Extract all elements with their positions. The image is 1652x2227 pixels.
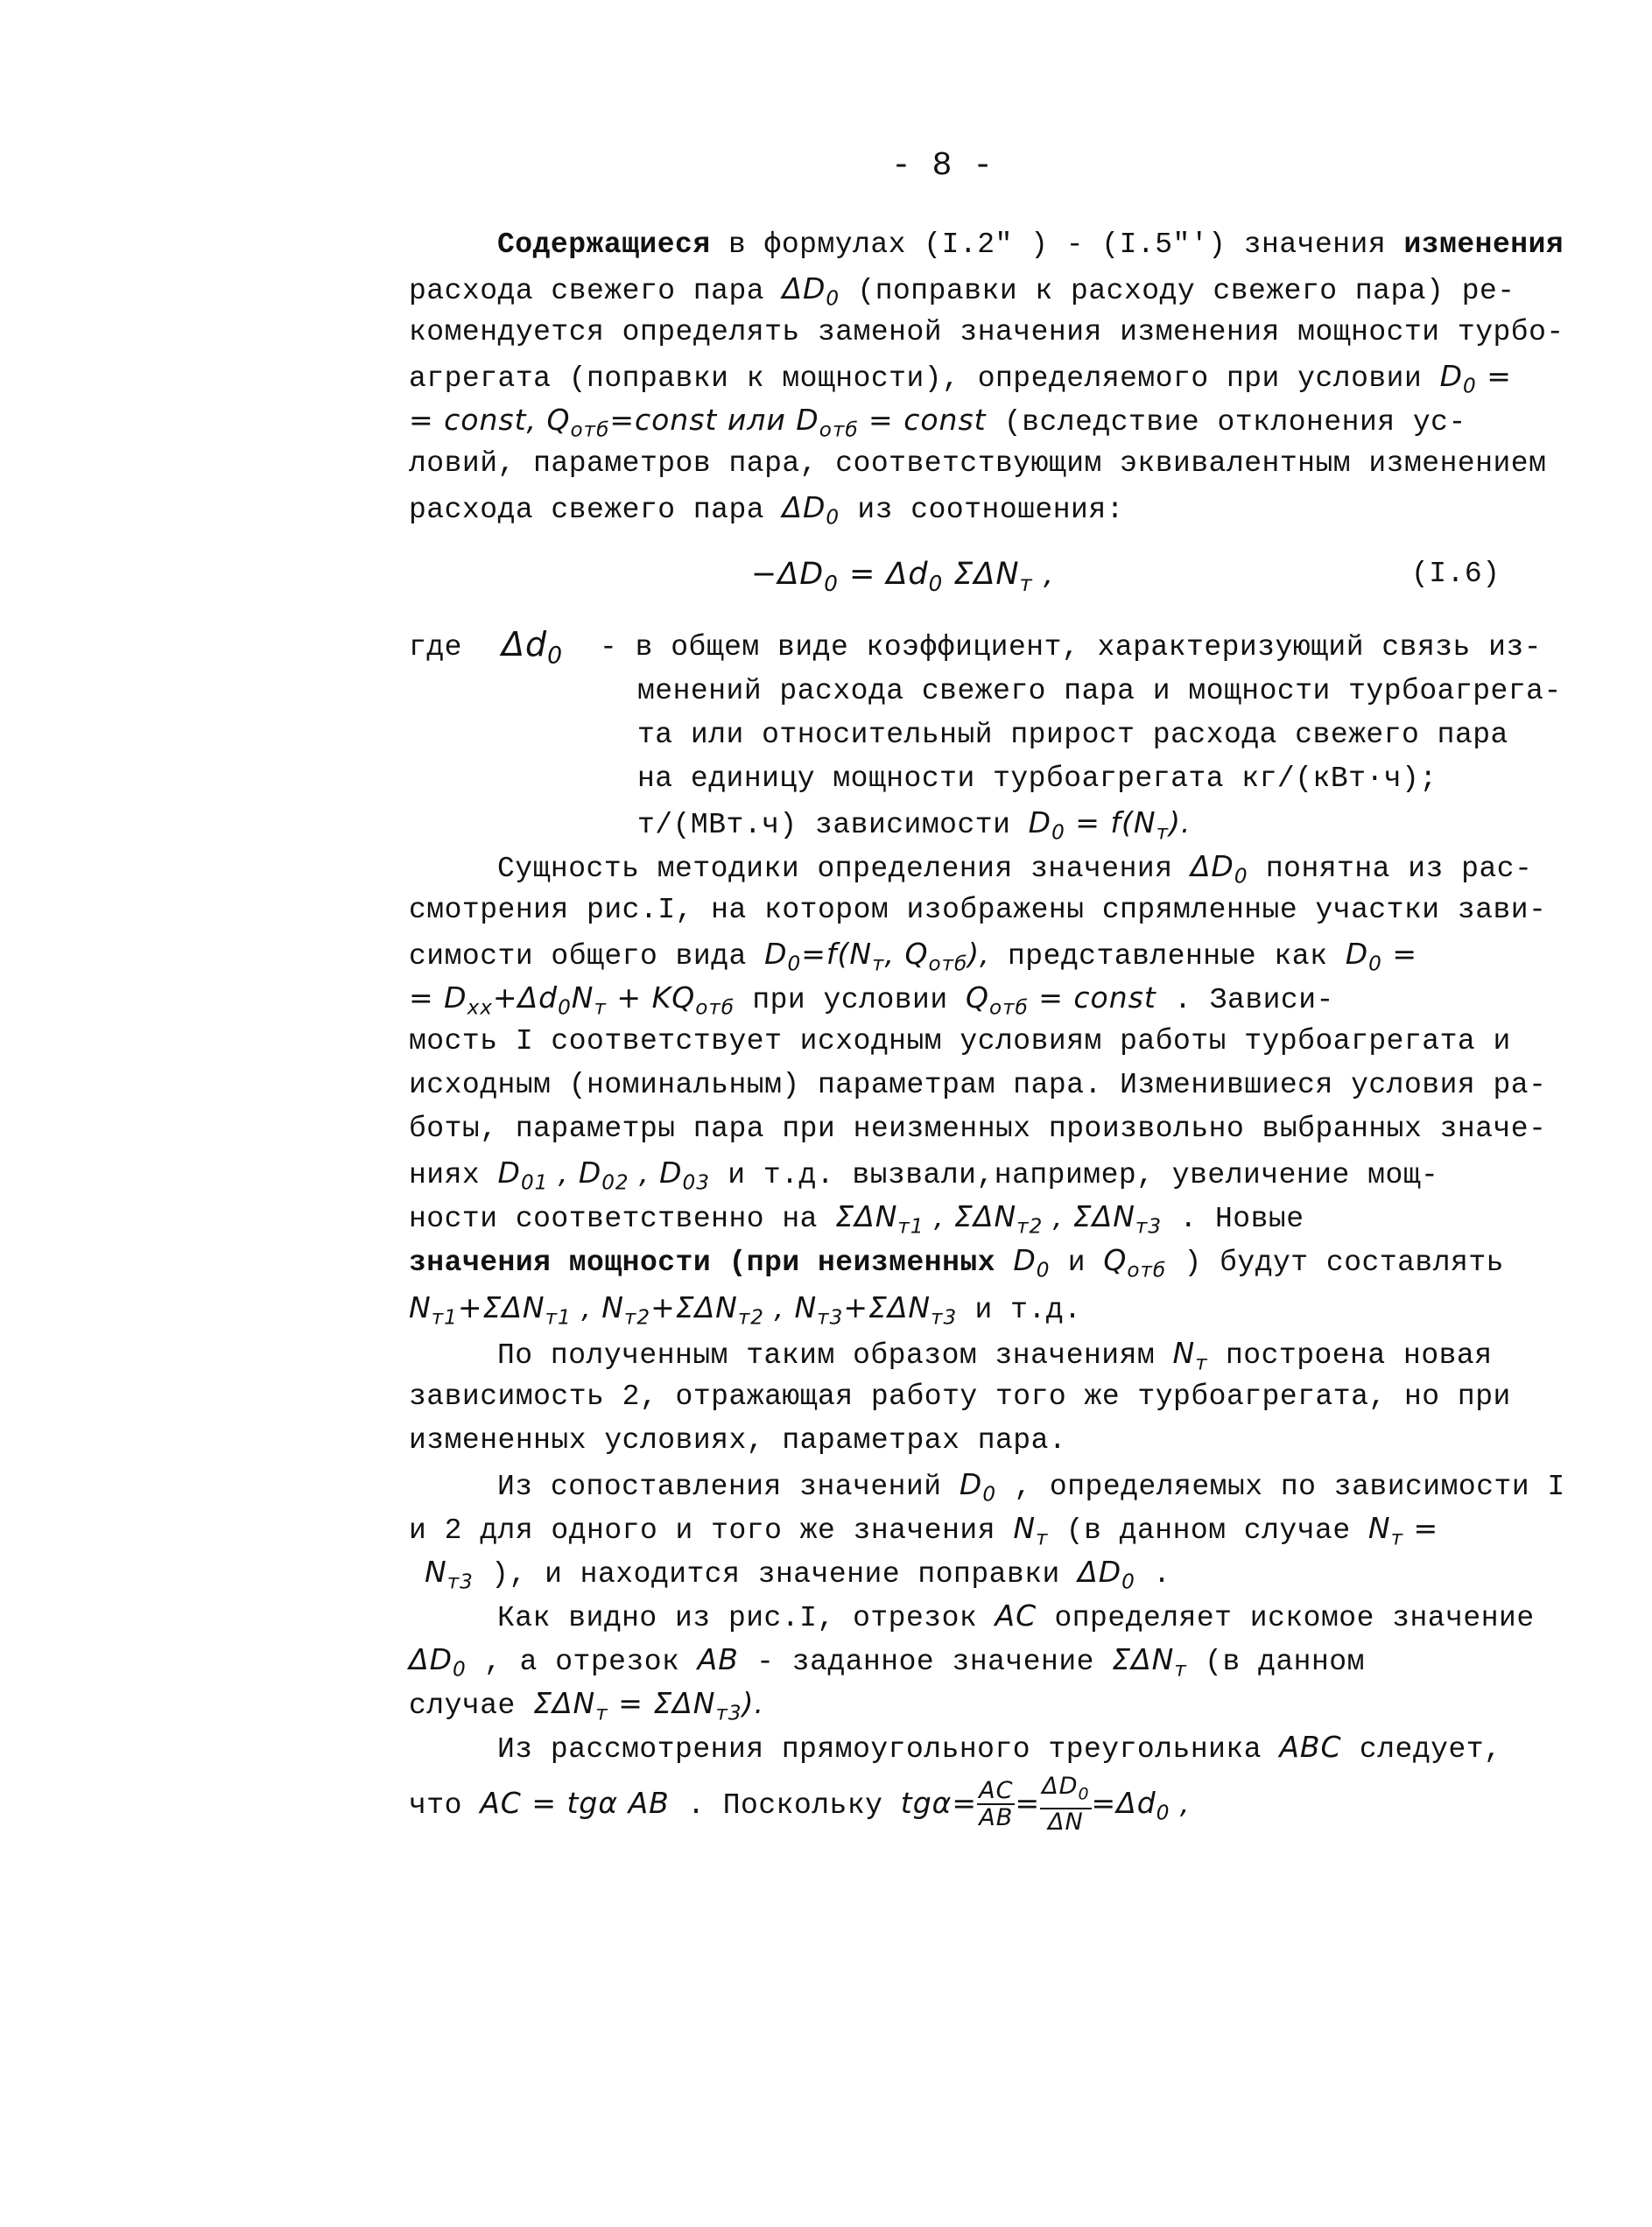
- formula-delta-d0: $\Delta D_0$: [782, 490, 840, 530]
- p1-line-7: расхода свежего пара $\Delta D_0$ из соотношения:: [409, 490, 1124, 530]
- p2-line-4: = $D_{хх}+\Delta d_0N_т + KQ_{отб}$ при условии $Q_{отб}$ = const . Зависи-: [409, 980, 1334, 1020]
- formula-ac-tg-ab: AC = tgα AB: [480, 1785, 670, 1820]
- p2-line-5: мость I соответствует исходным условиям работы турбоагрегата и: [409, 1025, 1511, 1057]
- where-line-4: на единицу мощности турбоагрегата кг/(кВт·ч);: [637, 762, 1438, 795]
- p2-line-6: исходным (номинальным) параметрам пара. Изменившиеся условия ра-: [409, 1069, 1547, 1101]
- formula-d0-f-nt: $D_0 = f(N_т)$.: [1028, 805, 1192, 845]
- p1-line-2: расхода свежего пара $\Delta D_0$ (поправки к расходу свежего пара) ре-: [409, 271, 1515, 311]
- formula-const-conditions: = const, $Q_{отб}=const$ или $D_{отб}$ = const: [409, 403, 987, 442]
- p1-line-5: = const, $Q_{отб}=const$ или $D_{отб}$ = const (вследствие отклонения ус-: [409, 403, 1466, 442]
- p5-line-2: $\Delta D_0$ , а отрезок AB - заданное значение $\Sigma\Delta N_т$ (в данном: [409, 1642, 1365, 1682]
- p3-line-1: По полученным таким образом значениям $N_т$ построена новая: [497, 1336, 1493, 1375]
- where-label: где: [409, 631, 462, 664]
- formula-tg-alpha: tgα= $\frac{AC}{AB}$ = $\frac{\Delta D_0}{\Delta N}$ $=\Delta d_0$ ,: [900, 1773, 1191, 1837]
- p4-line-2: и 2 для одного и того же значения $N_т$ (в данном случае $N_т$ =: [409, 1511, 1439, 1550]
- p4-line-3: $N_{т3}$ ), и находится значение поправки $\Delta D_0$ .: [425, 1555, 1171, 1594]
- p3-line-3: измененных условиях, параметрах пара.: [409, 1424, 1067, 1457]
- p2-line-3: симости общего вида $D_0=f(N_т$, $Q_{отб}$), представленные как $D_0$ =: [409, 937, 1417, 976]
- formula-general-dependency: $D_0=f(N_т$, $Q_{отб}$),: [764, 937, 990, 976]
- p2-line-9: ности соответственно на $\Sigma\Delta N_{т1}$ , $\Sigma\Delta N_{т2}$ , $\Sigma\Delta N_{т3}$ . Новые: [409, 1199, 1304, 1239]
- formula-delta-d0: $\Delta D_0$: [1190, 849, 1248, 889]
- p2-line-7: боты, параметры пара при неизменных произвольно выбранных значе-: [409, 1113, 1547, 1145]
- equation-number: (I.6): [1411, 558, 1501, 590]
- p1-line-6: ловий, параметров пара, соответствующим эквивалентным изменением: [409, 447, 1547, 480]
- p2-line-1: Сущность методики определения значения $\Delta D_0$ понятна из рас-: [497, 849, 1533, 889]
- p1-line-3: комендуется определять заменой значения изменения мощности турбо-: [409, 316, 1564, 348]
- p6-line-2: что AC = tgα AB . Поскольку tgα= $\frac{AC}{AB}$ = $\frac{\Delta D_0}{\Delta N}$ $=\Delta d_0$ ,: [409, 1773, 1191, 1837]
- where-line-2: менений расхода свежего пара и мощности турбоагрега-: [637, 675, 1562, 707]
- p6-line-1: Из рассмотрения прямоугольного треугольника ABC следует,: [497, 1730, 1502, 1766]
- p4-line-1: Из сопоставления значений $D_0$ , определяемых по зависимости I: [497, 1467, 1565, 1507]
- p5-line-1: Как видно из рис.I, отрезок AC определяет искомое значение: [497, 1598, 1535, 1634]
- p3-line-2: зависимость 2, отражающая работу того же турбоагрегата, но при: [409, 1380, 1511, 1413]
- p1-line-4: агрегата (поправки к мощности), определяемого при условии $D_0$ =: [409, 359, 1512, 398]
- formula-delta-d0-small: $\Delta d_0$: [502, 625, 564, 670]
- where-line-1: - в общем виде коэффициент, характеризующий связь из-: [600, 631, 1543, 664]
- where-line-5: т/(МВт.ч) зависимости $D_0 = f(N_т)$.: [637, 805, 1192, 845]
- p2-line-10: значения мощности (при неизменных $D_0$ и $Q_{отб}$ ) будут составлять: [409, 1243, 1504, 1282]
- p2-line-2: смотрения рис.I, на котором изображены спрямленные участки зави-: [409, 894, 1547, 926]
- p1-bold-word: Содержащиеся: [497, 228, 711, 261]
- page-number: - 8 -: [891, 147, 994, 185]
- p2-line-8: ниях $D_{01}$ , $D_{02}$ , $D_{03}$ и т.д. вызвали,например, увеличение мощ-: [409, 1156, 1439, 1195]
- equation-1-6: $-\Delta D_0 = \Delta d_0$ $\Sigma\Delta N_т$ ,: [751, 557, 1055, 596]
- p1-line-1: Содержащиеся в формулах (I.2" ) - (I.5"') значения изменения: [497, 228, 1564, 261]
- formula-new-power-values: $N_{т1}+\Sigma\Delta N_{т1}$ , $N_{т2}+\Sigma\Delta N_{т2}$ , $N_{т3}+\Sigma\Delta N_{т3}$: [409, 1290, 958, 1330]
- p5-line-3: случае $\Sigma\Delta N_т = \Sigma\Delta N_{т3}$).: [409, 1686, 764, 1725]
- formula-d01-d02-d03: $D_{01}$ , $D_{02}$ , $D_{03}$: [497, 1156, 710, 1195]
- formula-d0: $D_0$ =: [1439, 359, 1512, 398]
- p2-line-11: $N_{т1}+\Sigma\Delta N_{т1}$ , $N_{т2}+\Sigma\Delta N_{т2}$ , $N_{т3}+\Sigma\Delta N_{т3}$ и т.д.: [409, 1290, 1082, 1330]
- formula-delta-d0: $\Delta D_0$: [782, 271, 840, 311]
- formula-linear-dependency: = $D_{хх}+\Delta d_0N_т + KQ_{отб}$: [409, 980, 735, 1020]
- where-line-3: та или относительный прирост расхода свежего пара: [637, 719, 1508, 751]
- formula-power-increments: $\Sigma\Delta N_{т1}$ , $\Sigma\Delta N_{т2}$ , $\Sigma\Delta N_{т3}$: [835, 1199, 1163, 1239]
